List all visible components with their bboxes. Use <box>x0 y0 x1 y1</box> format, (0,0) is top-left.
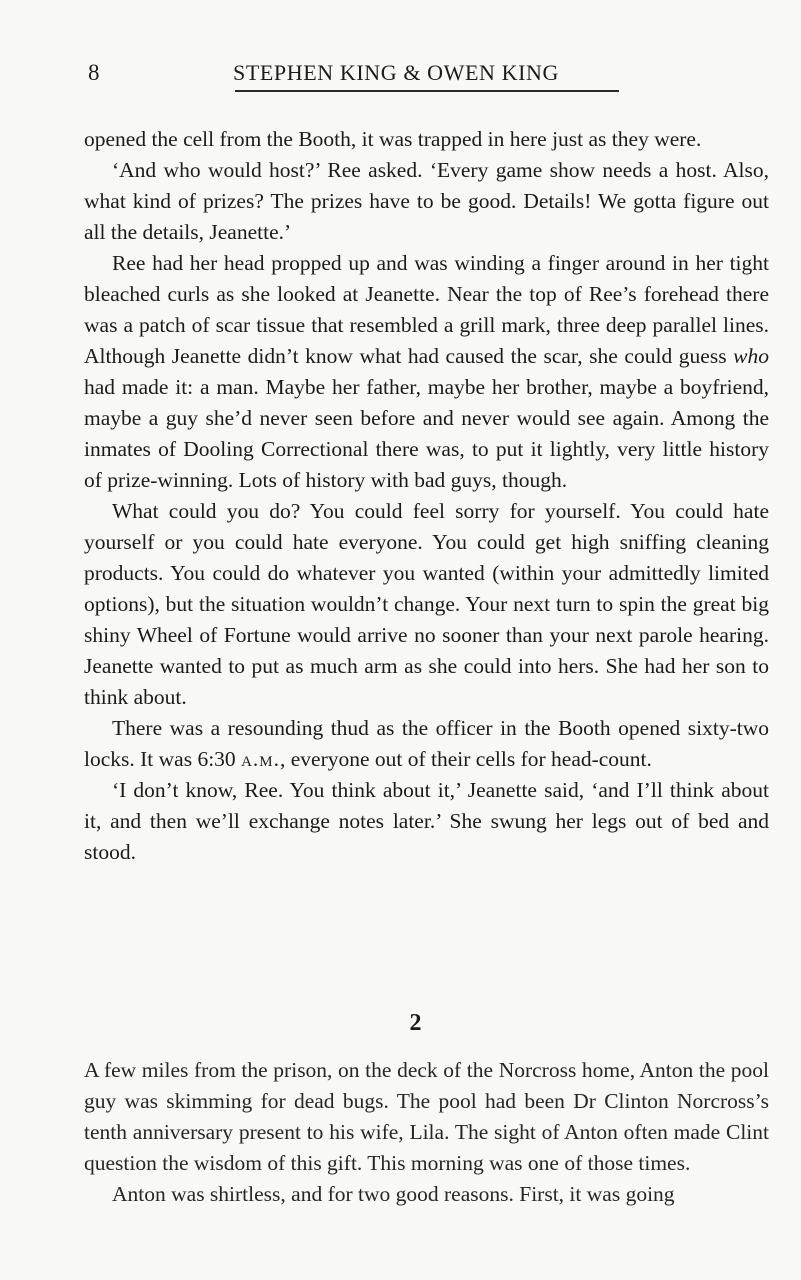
paragraph-text: What could you do? You could feel sorry for yourself. You could hate yourself or you could hate everyone. You could get high sniffing cleaning products. You could do whatever you wanted (within your admittedly limited options), but the situation wouldn’t change. Your next turn to spin the great big shiny Wheel of Fortune would arrive no sooner than your next parole hearing. Jeanette wanted to put as much arm as she could into hers. She had her son to think about. <box>84 499 769 709</box>
paragraph-text: A few miles from the prison, on the deck of the Norcross home, Anton the pool guy was skimming for dead bugs. The pool had been Dr Clinton Norcross’s tenth anniversary present to his wife, Lila. The sight of Anton often made Clint question the wisdom of this gift. This morning was one of those times. <box>84 1058 769 1175</box>
paragraph <box>84 155 769 248</box>
paragraph-text: ‘And who would host?’ Ree asked. ‘Every game show needs a host. Also, what kind of prizes? The prizes have to be good. Details! We gotta figure out all the details, Jeanette.’ <box>84 158 769 244</box>
paragraph-text: ‘I don’t know, Ree. You think about it,’ Jeanette said, ‘and I’ll think about it, and then we’ll exchange notes later.’ She swung her legs out of bed and stood. <box>84 778 769 864</box>
header-rule <box>235 90 619 92</box>
paragraph <box>84 124 769 155</box>
section-one-body <box>84 124 769 868</box>
paragraph-text: Anton was shirtless, and for two good reasons. First, it was going <box>112 1182 675 1206</box>
section-number: 2 <box>409 1010 422 1036</box>
time-suffix: a.m. <box>241 747 280 771</box>
page-edge-shading <box>0 1210 801 1280</box>
paragraph-text: opened the cell from the Booth, it was trapped in here just as they were. <box>84 127 702 151</box>
running-head: STEPHEN KING & OWEN KING <box>233 60 560 85</box>
paragraph <box>84 248 769 496</box>
page-number: 8 <box>88 60 100 85</box>
paragraph-text: Ree had her head propped up and was winding a finger around in her tight bleached curls as she looked at Jeanette. Near the top of Ree’s forehead there was a patch of scar tissue that resembled a grill mark, three deep parallel lines. Although Jeanette didn’t know what had caused the scar, she could guess <box>84 251 769 368</box>
page-header <box>88 58 767 92</box>
paragraph <box>84 713 769 775</box>
paragraph <box>84 1055 769 1179</box>
paragraph <box>84 775 769 868</box>
paragraph-text: , everyone out of their cells for head-count. <box>279 747 652 771</box>
paragraph-text: had made it: a man. Maybe her father, maybe her brother, maybe a boyfriend, maybe a guy she’d never seen before and never would see again. Among the inmates of Dooling Correctional there was, to put it lightly, very little history of prize-winning. Lots of history with bad guys, though. <box>84 375 769 492</box>
italic-emphasis: who <box>733 344 769 368</box>
paragraph-text: There was a resounding thud as the officer in the Booth opened sixty-two locks. It was 6:30 <box>84 716 769 771</box>
paragraph <box>84 1179 769 1210</box>
section-two-body <box>84 1055 769 1210</box>
paragraph <box>84 496 769 713</box>
